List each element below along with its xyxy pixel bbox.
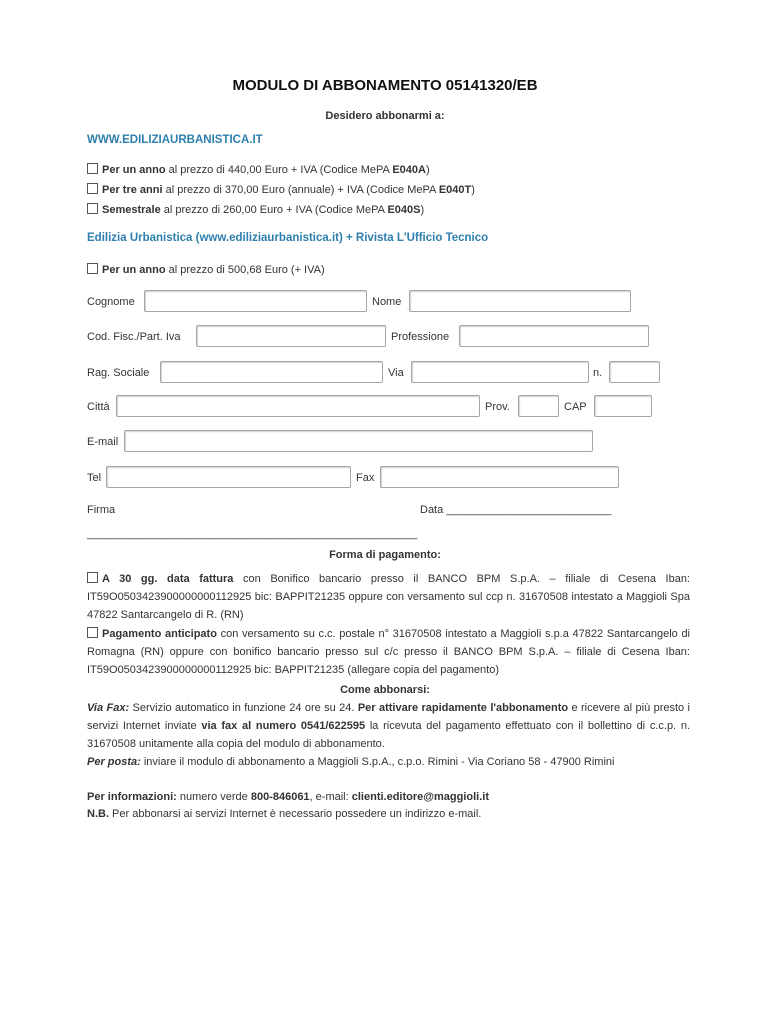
info-email-link[interactable]: clienti.editore@maggioli.it bbox=[351, 791, 489, 803]
how-heading: Come abbonarsi: bbox=[340, 684, 430, 696]
tel-field[interactable] bbox=[106, 466, 351, 488]
firma-label: Firma bbox=[87, 504, 116, 516]
option-three-years-checkbox[interactable] bbox=[87, 183, 98, 194]
payment-option-30gg: A 30 gg. data fattura con Bonifico bancario presso il BANCO BPM S.p.A. – filiale di Cesena Iban: IT59O0503423900000000112925 bic: BAPPIT21235 oppure con versamento sul ccp n. 31670508 intestato a Maggioli Spa 47822 Santarcangelo di R. (RN) bbox=[87, 573, 690, 621]
intro-text: Desidero abbonarmi a: bbox=[325, 110, 445, 122]
nome-field[interactable] bbox=[409, 290, 631, 312]
cap-label: CAP bbox=[564, 401, 587, 413]
professione-field[interactable] bbox=[459, 325, 649, 347]
option-year-checkbox[interactable] bbox=[87, 163, 98, 174]
email-label: E-mail bbox=[87, 436, 119, 448]
ragsociale-field[interactable] bbox=[160, 361, 383, 383]
page-title: MODULO DI ABBONAMENTO 05141320/EB bbox=[232, 77, 538, 94]
option-bundle-year: Per un anno al prezzo di 500,68 Euro (+ IVA) bbox=[87, 263, 325, 276]
how-post-paragraph: Per posta: inviare il modulo di abbonamento a Maggioli S.p.A., c.p.o. Rimini - Via Coriano 58 - 47900 Rimini bbox=[87, 756, 615, 768]
section1-link[interactable]: WWW.EDILIZIAURBANISTICA.IT bbox=[87, 134, 263, 146]
firma-line: ______________________________________________________ bbox=[87, 528, 418, 540]
section2-link[interactable]: Edilizia Urbanistica (www.ediliziaurbanistica.it) + Rivista L'Ufficio Tecnico bbox=[87, 232, 489, 244]
info-line: Per informazioni: numero verde 800-846061, e-mail: clienti.editore@maggioli.it bbox=[87, 791, 489, 803]
payment-30gg-checkbox[interactable] bbox=[87, 572, 98, 583]
data-label: Data ___________________________ bbox=[420, 504, 612, 516]
codfisc-field[interactable] bbox=[196, 325, 386, 347]
via-field[interactable] bbox=[411, 361, 589, 383]
option-three-years: Per tre anni al prezzo di 370,00 Euro (annuale) + IVA (Codice MePA E040T) bbox=[87, 183, 475, 196]
codfisc-label: Cod. Fisc./Part. Iva bbox=[87, 331, 181, 343]
cognome-field[interactable] bbox=[144, 290, 367, 312]
how-fax-paragraph: Via Fax: Servizio automatico in funzione 24 ore su 24. Per attivare rapidamente l'abbonamento e ricevere al più presto i servizi Internet inviate via fax al numero 0541/622595 la ricevuta del pagamento effettuato con il bollettino di c.c.p. n. 31670508 unitamente alla copia del modulo di abbonamento. bbox=[87, 702, 690, 750]
ragsociale-label: Rag. Sociale bbox=[87, 367, 150, 379]
numero-label: n. bbox=[593, 367, 603, 379]
fax-label: Fax bbox=[356, 472, 375, 484]
cap-field[interactable] bbox=[594, 395, 652, 417]
payment-option-anticipato: Pagamento anticipato con versamento su c.c. postale n° 31670508 intestato a Maggioli s.p.a 47822 Santarcangelo di Romagna (RN) oppure con bonifico bancario presso sul c/c presso il BANCO BPM S.p.A. – filiale di Cesena Iban: IT59O0503423900000000112925 bic: BAPPIT21235 (allegare copia del pagamento) bbox=[87, 628, 691, 676]
nb-line: N.B. Per abbonarsi ai servizi Internet è necessario possedere un indirizzo e-mail. bbox=[87, 808, 482, 820]
citta-field[interactable] bbox=[116, 395, 480, 417]
via-label: Via bbox=[388, 367, 404, 379]
cognome-label: Cognome bbox=[87, 296, 135, 308]
option-semester-checkbox[interactable] bbox=[87, 203, 98, 214]
payment-heading: Forma di pagamento: bbox=[329, 549, 441, 561]
professione-label: Professione bbox=[391, 331, 450, 343]
numero-field[interactable] bbox=[609, 361, 660, 383]
fax-field[interactable] bbox=[380, 466, 619, 488]
prov-label: Prov. bbox=[485, 401, 510, 413]
citta-label: Città bbox=[87, 401, 110, 413]
tel-label: Tel bbox=[87, 472, 102, 484]
option-semester: Semestrale al prezzo di 260,00 Euro + IVA (Codice MePA E040S) bbox=[87, 203, 424, 216]
prov-field[interactable] bbox=[518, 395, 559, 417]
nome-label: Nome bbox=[372, 296, 402, 308]
payment-anticipato-checkbox[interactable] bbox=[87, 627, 98, 638]
option-year: Per un anno al prezzo di 440,00 Euro + IVA (Codice MePA E040A) bbox=[87, 163, 430, 176]
email-field[interactable] bbox=[124, 430, 593, 452]
option-bundle-year-checkbox[interactable] bbox=[87, 263, 98, 274]
